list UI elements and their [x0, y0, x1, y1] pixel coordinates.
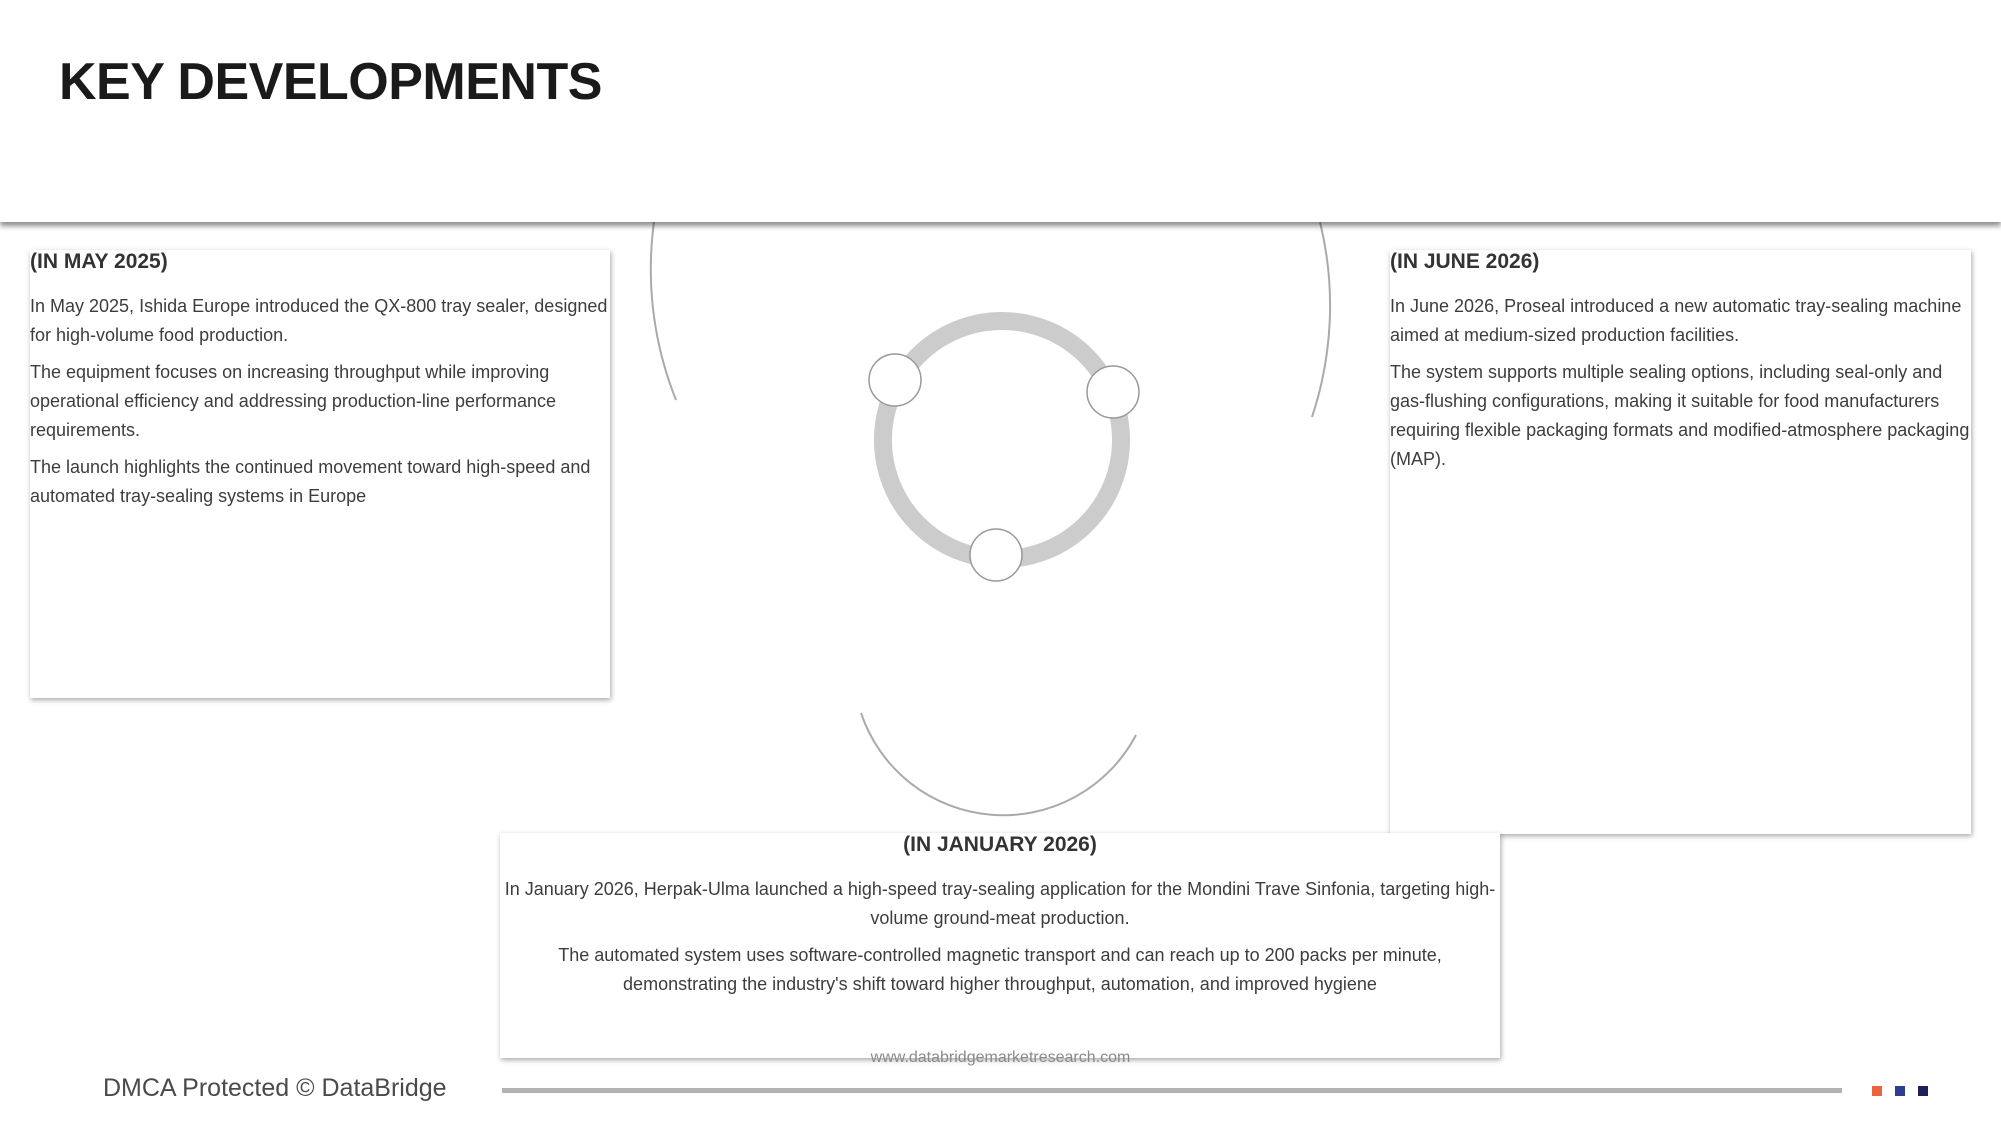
- cycle-node-left: [869, 354, 921, 406]
- page-title: KEY DEVELOPMENTS: [59, 53, 602, 111]
- card-paragraph: In May 2025, Ishida Europe introduced the QX-800 tray sealer, designed for high-volume food production.: [30, 296, 608, 345]
- brand-square-blue: [1895, 1086, 1905, 1096]
- development-card-june-2026: [1390, 250, 1971, 834]
- card-paragraph: In June 2026, Proseal introduced a new automatic tray-sealing machine aimed at medium-sized production facilities.: [1390, 296, 1962, 345]
- card-paragraph: In January 2026, Herpak-Ulma launched a high-speed tray-sealing application for the Mondini Trave Sinfonia, targeting high-volume ground-meat production.: [504, 879, 1496, 928]
- card-paragraph: The automated system uses software-controlled magnetic transport and can reach up to 200 packs per minute, demonstrating the industry's shift toward higher throughput, automation, and improved hygiene: [558, 945, 1442, 994]
- cycle-node-bottom: [970, 529, 1022, 581]
- website-url: www.databridgemarketresearch.com: [870, 1049, 1131, 1066]
- cycle-ring: [883, 321, 1121, 559]
- decor-arc-bottom: [861, 713, 1136, 815]
- cycle-node-right: [1087, 366, 1139, 418]
- development-card-may-2025: [30, 250, 610, 698]
- footer-brand: DMCA Protected © DataBridge: [103, 1074, 447, 1102]
- footer-divider: [502, 1088, 1842, 1093]
- header-bar: [0, 0, 2001, 222]
- card-heading: (IN JUNE 2026): [1390, 250, 1540, 273]
- brand-square-navy: [1918, 1086, 1928, 1096]
- development-card-january-2026: [500, 833, 1500, 1058]
- decor-arc-top-right: [1312, 222, 1330, 417]
- card-paragraph: The launch highlights the continued movement toward high-speed and automated tray-sealing systems in Europe: [30, 457, 591, 506]
- card-heading: (IN JANUARY 2026): [903, 833, 1097, 856]
- card-paragraph: The system supports multiple sealing options, including seal-only and gas-flushing configurations, making it suitable for food manufacturers requiring flexible packaging formats and modified-atmosphere packaging (MAP).: [1390, 362, 1970, 469]
- brand-square-orange: [1872, 1086, 1882, 1096]
- card-heading: (IN MAY 2025): [30, 250, 168, 273]
- decor-arc-top-left: [651, 215, 676, 400]
- card-paragraph: The equipment focuses on increasing throughput while improving operational efficiency and addressing production-line performance requirements.: [30, 362, 556, 440]
